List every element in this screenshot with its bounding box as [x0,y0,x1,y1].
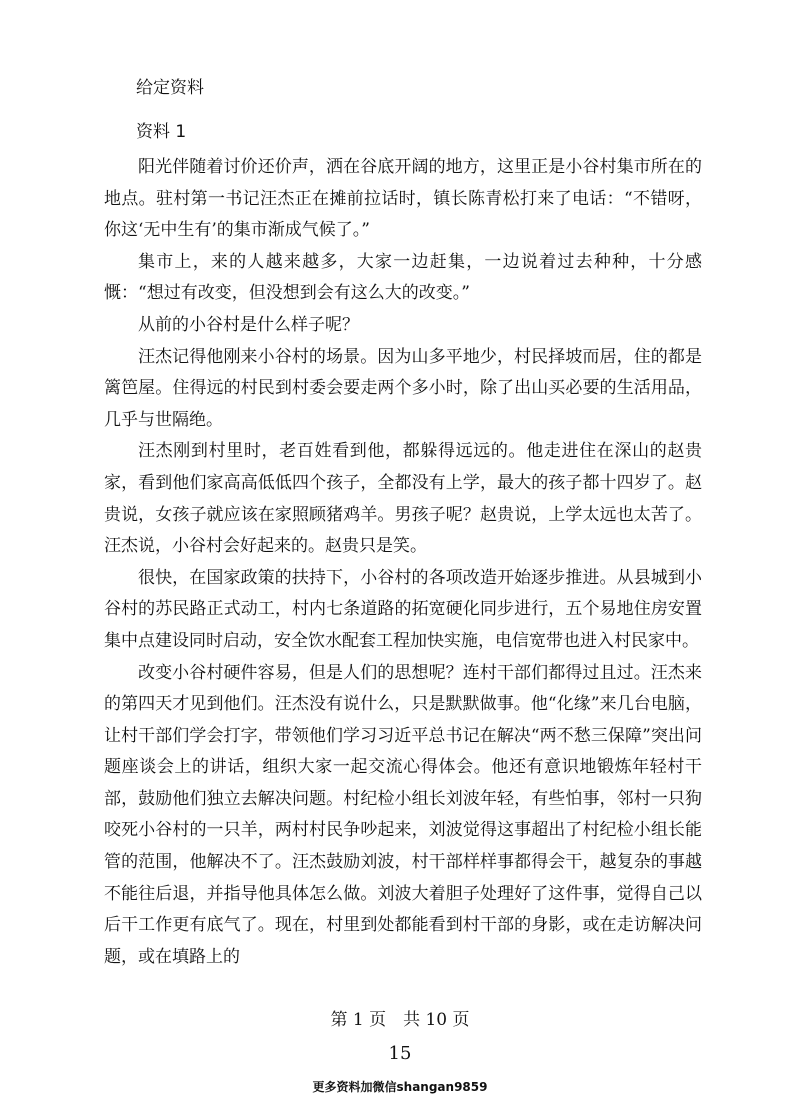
paragraph-1: 阳光伴随着讨价还价声，洒在谷底开阔的地方，这里正是小谷村集市所在的地点。驻村第一书记汪杰正在摊前拉话时，镇长陈青松打来了电话：“不错呀，你这‘无中生有’的集市渐成气候了。” [104,157,702,241]
paragraph-4: 汪杰记得他刚来小谷村的场景。因为山多平地少，村民择坡而居，住的都是篱笆屋。住得远的村民到村委会要走两个多小时，除了出山买必要的生活用品，几乎与世隔绝。 [104,346,702,430]
page-number: 15 [388,1043,412,1064]
page-indicator: 第 1 页 共 10 页 [330,1010,470,1030]
paragraph-2: 集市上，来的人越来越多，大家一边赶集，一边说着过去种种，十分感慨：“想过有改变，但没想到会有这么大的改变。” [104,251,702,304]
body-text [104,152,702,973]
material-title: 资料 1 [136,122,187,142]
paragraph-6: 很快，在国家政策的扶持下，小谷村的各项改造开始逐步推进。从县城到小谷村的苏民路正式动工，村内七条道路的拓宽硬化同步进行，五个易地住房安置集中点建设同时启动，安全饮水配套工程加快实施，电信宽带也进入村民家中。 [104,567,702,651]
section-heading: 给定资料 [136,78,204,98]
paragraph-7: 改变小谷村硬件容易，但是人们的思想呢？连村干部们都得过且过。汪杰来的第四天才见到他们。汪杰没有说什么，只是默默做事。他“化缘”来几台电脑，让村干部们学会打字，带领他们学习习近平总书记在解决“两不愁三保障”突出问题座谈会上的讲话，组织大家一起交流心得体会。他还有意识地锻炼年轻村干部，鼓励他们独立去解决问题。村纪检小组长刘波年轻，有些怕事，邻村一只狗咬死小谷村的一只羊，两村村民争吵起来，刘波觉得这事超出了村纪检小组长能管的范围，他解决不了。汪杰鼓励刘波，村干部样样事都得会干，越复杂的事越不能往后退，并指导他具体怎么做。刘波大着胆子处理好了这件事，觉得自己以后干工作更有底气了。现在，村里到处都能看到村干部的身影，或在走访解决问题，或在填路上的 [104,662,702,967]
footer-note: 更多资料加微信shangan9859 [312,1080,488,1094]
paragraph-3: 从前的小谷村是什么样子呢？ [138,314,359,335]
paragraph-5: 汪杰刚到村里时，老百姓看到他，都躲得远远的。他走进住在深山的赵贵家，看到他们家高高低低四个孩子，全都没有上学，最大的孩子都十四岁了。赵贵说，女孩子就应该在家照顾猪鸡羊。男孩子呢？赵贵说，上学太远也太苦了。汪杰说，小谷村会好起来的。赵贵只是笑。 [104,441,702,557]
